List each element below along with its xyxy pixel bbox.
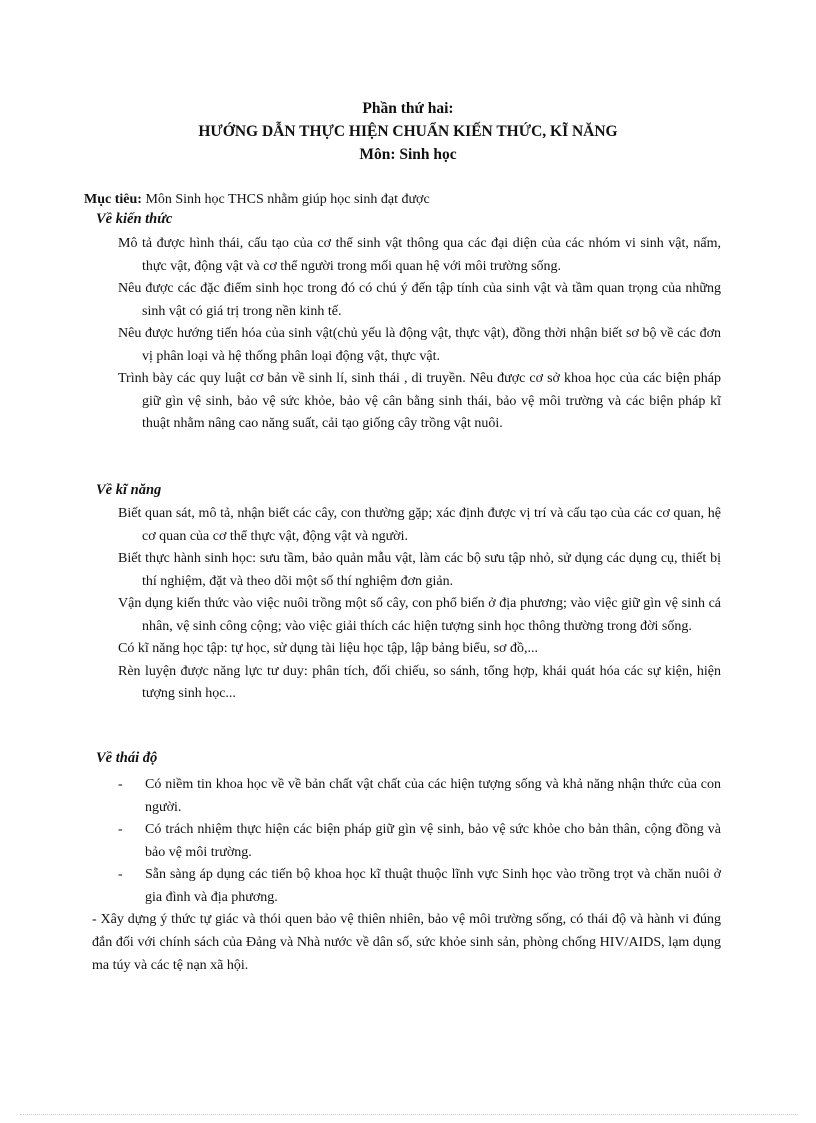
list-item (118, 864, 721, 909)
list-item: Có kĩ năng học tập: tự học, sử dụng tài liệu học tập, lập bảng biểu, sơ đồ,... (118, 641, 538, 656)
objective-line (84, 190, 724, 210)
objective-text: Môn Sinh học THCS nhằm giúp học sinh đạt được (141, 192, 430, 207)
dash-bullet: - (118, 867, 123, 882)
list-item-text: Sẵn sàng áp dụng các tiến bộ khoa học kĩ thuật thuộc lĩnh vực Sinh học vào trồng trọt và chăn nuôi ở gia đình và địa phương. (145, 867, 721, 905)
list-item: Vận dụng kiến thức vào việc nuôi trồng một số cây, con phổ biến ở địa phương; vào việc giữ gìn vệ sinh cá nhân, vệ sinh công cộng; vào việc giải thích các hiện tượng sinh học thông thường trong đời sống. (118, 596, 721, 634)
part-title: Phần thứ hai: (362, 100, 454, 117)
attitude-heading: Về thái độ (96, 750, 158, 766)
dash-bullet: - (118, 822, 123, 837)
knowledge-heading: Về kiến thức (96, 211, 173, 227)
title-block (0, 97, 816, 166)
page-title: HƯỚNG DẪN THỰC HIỆN CHUẨN KIẾN THỨC, KĨ NĂNG (198, 123, 618, 140)
dash-bullet: - (118, 777, 123, 792)
skills-heading: Về kĩ năng (96, 482, 162, 498)
list-item (118, 774, 721, 819)
skills-list (118, 503, 721, 706)
list-item: Mô tả được hình thái, cấu tạo của cơ thể sinh vật thông qua các đại diện của các nhóm vi sinh vật, nấm, thực vật, động vật và cơ thể người trong mối quan hệ với môi trường sống. (118, 236, 721, 274)
list-item: Biết quan sát, mô tả, nhận biết các cây, con thường gặp; xác định được vị trí và cấu tạo của các cơ quan, hệ cơ quan của cơ thể thực vật, động vật và người. (118, 506, 721, 544)
subject-title: Môn: Sinh học (359, 146, 457, 163)
page-bottom-border (20, 1114, 796, 1115)
list-item: Trình bày các quy luật cơ bản về sinh lí, sinh thái , di truyền. Nêu được cơ sở khoa học của các biện pháp giữ gìn vệ sinh, bảo vệ sức khỏe, bảo vệ cân bằng sinh thái, bảo vệ môi trường và các biện pháp kĩ thuật nhằm nâng cao năng suất, cải tạo giống cây trồng vật nuôi. (118, 371, 721, 431)
attitude-list (118, 774, 721, 909)
objective-label: Mục tiêu: (84, 192, 142, 207)
list-item-text: Có trách nhiệm thực hiện các biện pháp giữ gìn vệ sinh, bảo vệ sức khỏe cho bản thân, cộng đồng và bảo vệ môi trường. (145, 822, 721, 860)
list-item (118, 819, 721, 864)
list-item: Nêu được hướng tiến hóa của sinh vật(chủ yếu là động vật, thực vật), đồng thời nhận biết sơ bộ về các đơn vị phân loại và hệ thống phân loại động vật, thực vật. (118, 326, 721, 364)
list-item: Rèn luyện được năng lực tư duy: phân tích, đối chiếu, so sánh, tổng hợp, khái quát hóa các sự kiện, hiện tượng sinh học... (118, 663, 721, 701)
list-item: Nêu được các đặc điểm sinh học trong đó có chú ý đến tập tính của sinh vật và tầm quan trọng của những sinh vật có giá trị trong nền kinh tế. (118, 281, 721, 319)
closing-paragraph: - Xây dựng ý thức tự giác và thói quen bảo vệ thiên nhiên, bảo vệ môi trường sống, có thái độ và hành vi đúng đắn đối với chính sách của Đảng và Nhà nước về dân số, sức khỏe sinh sản, phòng chống HIV/AIDS, lạm dụng ma túy và các tệ nạn xã hội. (92, 912, 721, 973)
list-item: Biết thực hành sinh học: sưu tầm, bảo quản mẫu vật, làm các bộ sưu tập nhỏ, sử dụng các dụng cụ, thiết bị thí nghiệm, đặt và theo dõi một số thí nghiệm đơn giản. (118, 551, 721, 589)
list-item-text: Có niềm tin khoa học về về bản chất vật chất của các hiện tượng sống và khả năng nhận thức của con người. (145, 777, 721, 815)
knowledge-list (118, 233, 721, 436)
